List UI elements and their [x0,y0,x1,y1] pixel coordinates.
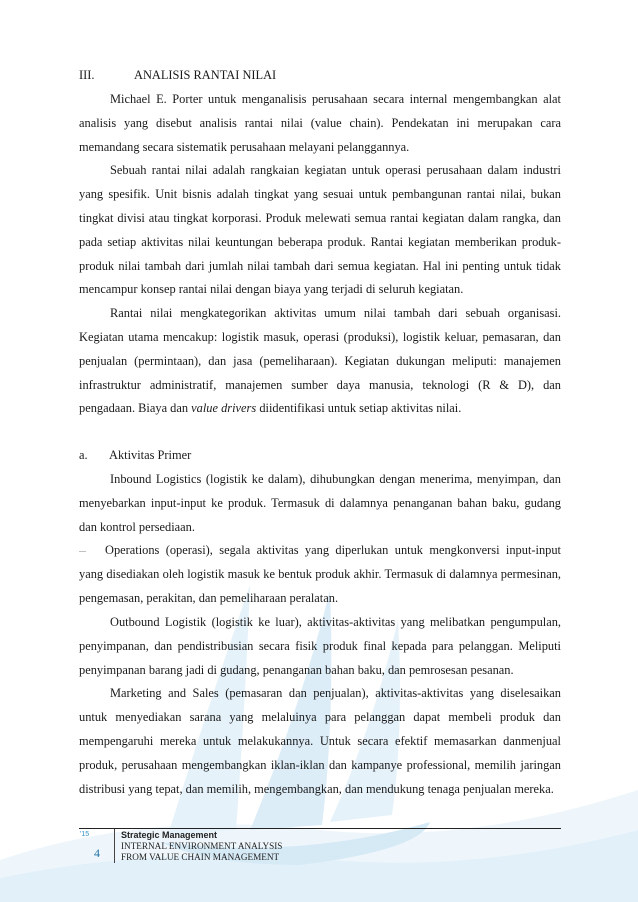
paragraph-text: Rantai nilai mengkategorikan aktivitas umum nilai tambah dari sebuah organisasi. Kegiatan utama mencakup: logistik masuk, operasi (produksi), logistik keluar, pemasaran, dan penjualan (permintaan), dan jasa (pemeliharaan). Kegiatan dukungan meliputi: manajemen infrastruktur administratif, manajemen sumber daya manusia, teknologi (R & D), dan pengadaan. Biaya dan [79,306,561,416]
section-title: ANALISIS RANTAI NILAI [134,68,277,82]
footer-rule [79,828,561,829]
paragraph-porter: Michael E. Porter untuk menganalisis perusahaan secara internal mengembangkan alat analisis yang disebut analisis rantai nilai (value chain). Pendekatan ini merupakan cara memandang secara sistematik perusahaan melayani pelanggannya. [79,92,561,154]
subsection-title: Aktivitas Primer [109,448,192,463]
paragraph-inbound-logistics: Inbound Logistics (logistik ke dalam), dihubungkan dengan menerima, menyimpan, dan menyebarkan input-input ke produk. Termasuk di dalamnya penanganan bahan baku, gudang dan kontrol persediaan. [79,471,561,534]
paragraph-value-chain-definition: Sebuah rantai nilai adalah rangkaian kegiatan untuk operasi perusahaan dalam industri yang spesifik. Unit bisnis adalah tingkat yang sesuai untuk pembangunan rantai nilai, bukan tingkat divisi atau tingkat korporasi. Produk melewati semua rantai kegiatan dalam rangka, dan pada setiap aktivitas nilai keuntungan beberapa produk. Rantai kegiatan memberikan produk-produk nilai tambah dari jumlah nilai tambah dari semua kegiatan. Hal ini penting untuk tidak mencampur konsep rantai nilai dengan biaya yang terjadi di seluruh kegiatan. [79,163,561,297]
footer-divider [114,829,115,863]
paragraph-outbound-logistics: Outbound Logistik (logistik ke luar), aktivitas-aktivitas yang melibatkan pengumpulan, penyimpanan, dan pendistribusian secara fisik produk final kepada para pelanggan. Meliputi penyimpanan barang jadi di gudang, penanganan bahan baku, dan pemrosesan pesanan. [79,614,561,677]
document-body [79,64,561,801]
subsection-heading [79,444,561,468]
page-number: 4 [94,846,100,860]
emphasized-term: value drivers [191,401,257,416]
footer-year: '15 [80,831,90,838]
paragraph-operations [79,539,561,611]
paragraph-text-end: diidentifikasi untuk setiap aktivitas nilai. [256,401,462,416]
spacer [79,421,561,444]
section-number: III. [79,68,95,82]
paragraph-marketing-sales: Marketing and Sales (pemasaran dan penjualan), aktivitas-aktivitas yang diselesaikan untuk menyediakan sarana yang melaluinya para pelanggan dapat membeli produk dan mempengaruhi mereka untuk melakukannya. Untuk secara efektif memasarkan danmenjual produk, perusahaan mengembangkan iklan-iklan dan kampanye professional, memilih jaringan distribusi yang tepat, dan memilih, mengembangkan, dan mendukung tenaga penjualan mereka. [79,686,561,796]
footer-caption [121,830,282,863]
footer-course-title: Strategic Management [121,830,218,840]
paragraph-value-chain-categories [79,302,561,421]
subsection-number: a. [79,448,88,463]
section-heading [79,64,561,88]
footer-line-1: INTERNAL ENVIRONMENT ANALYSIS [121,841,283,851]
footer-line-2: FROM VALUE CHAIN MANAGEMENT [121,852,280,862]
operations-text: Operations (operasi), segala aktivitas yang diperlukan untuk mengkonversi input-input yang disediakan oleh logistik masuk ke bentuk produk akhir. Termasuk di dalamnya permesinan, pengemasan, perakitan, dan pemeliharaan peralatan. [79,543,561,606]
list-marker: — [79,546,86,555]
